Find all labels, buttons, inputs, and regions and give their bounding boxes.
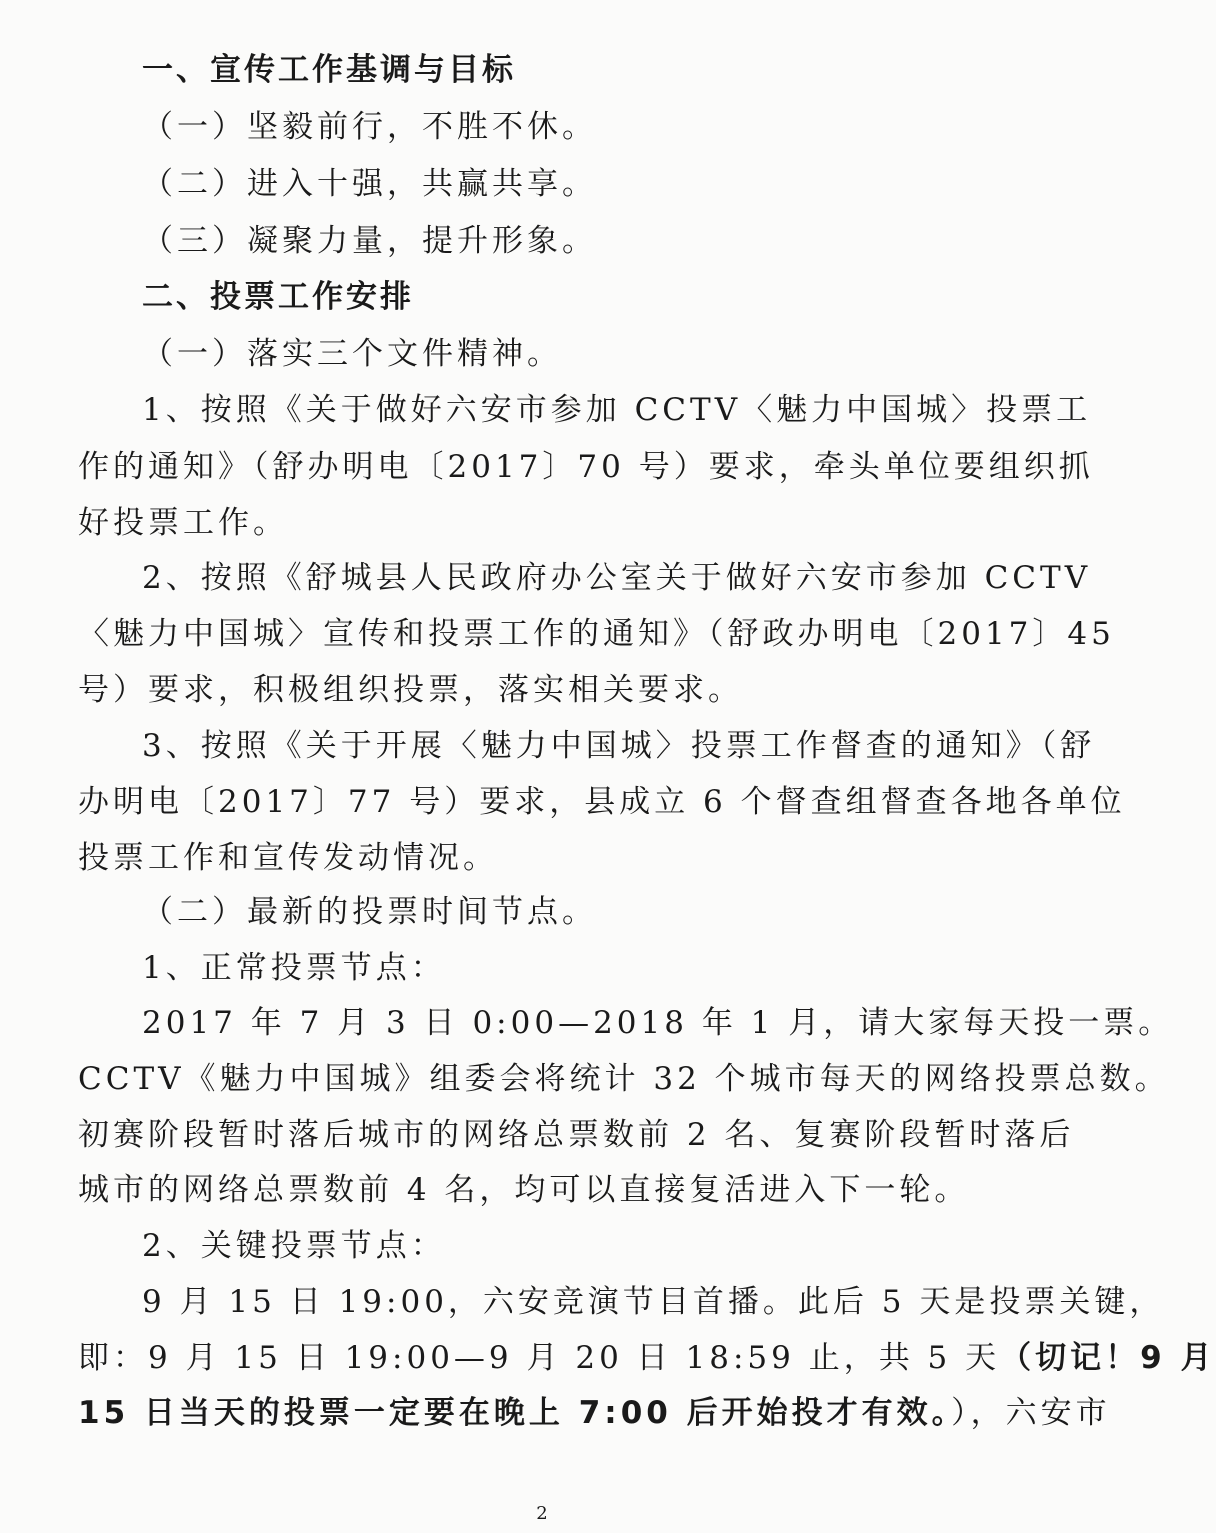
sub1-p3-line2: 办明电〔2017〕77 号）要求，县成立 6 个督查组督查各地各单位 bbox=[78, 784, 1126, 820]
sub1-p2-line2: 〈魅力中国城〉宣传和投票工作的通知》（舒政办明电〔2017〕45 bbox=[78, 616, 1115, 652]
normal-vote-line1: 2017 年 7 月 3 日 0:00—2018 年 1 月，请大家每天投一票。 bbox=[142, 1005, 1174, 1041]
key-vote-line2-normal: 即：9 月 15 日 19:00—9 月 20 日 18:59 止，共 5 天 bbox=[78, 1340, 1001, 1376]
sub1-p3-line1: 3、按照《关于开展〈魅力中国城〉投票工作督查的通知》（舒 bbox=[142, 728, 1096, 764]
key-vote-line2 bbox=[78, 1338, 1216, 1378]
key-vote-line1: 9 月 15 日 19:00，六安竞演节目首播。此后 5 天是投票关键， bbox=[142, 1284, 1165, 1320]
key-vote-line3 bbox=[78, 1393, 1111, 1433]
section1-item-2: （二）进入十强，共赢共享。 bbox=[142, 166, 597, 202]
sub1-p3-line3: 投票工作和宣传发动情况。 bbox=[78, 840, 498, 876]
normal-vote-line2: CCTV《魅力中国城》组委会将统计 32 个城市每天的网络投票总数。 bbox=[78, 1061, 1170, 1097]
normal-vote-line4: 城市的网络总票数前 4 名，均可以直接复活进入下一轮。 bbox=[78, 1172, 970, 1208]
key-vote-line3-bold: 15 日当天的投票一定要在晚上 7:00 后开始投才有效。 bbox=[78, 1395, 952, 1431]
sub1-p2-line3: 号）要求，积极组织投票，落实相关要求。 bbox=[78, 672, 743, 708]
section1-item-1: （一）坚毅前行，不胜不休。 bbox=[142, 109, 597, 145]
section2-title: 二、投票工作安排 bbox=[142, 279, 414, 315]
normal-vote-line3: 初赛阶段暂时落后城市的网络总票数前 2 名、复赛阶段暂时落后 bbox=[78, 1117, 1075, 1153]
key-vote-title: 2、关键投票节点： bbox=[142, 1228, 446, 1264]
sub1-p1-line2: 作的通知》（舒办明电〔2017〕70 号）要求，牵头单位要组织抓 bbox=[78, 449, 1094, 485]
sub1-p2-line1: 2、按照《舒城县人民政府办公室关于做好六安市参加 CCTV bbox=[142, 560, 1092, 596]
sub1-p1-line1: 1、按照《关于做好六安市参加 CCTV〈魅力中国城〉投票工 bbox=[142, 392, 1092, 428]
section2-sub1-title: （一）落实三个文件精神。 bbox=[142, 336, 562, 372]
section2-sub2-title: （二）最新的投票时间节点。 bbox=[142, 894, 597, 930]
normal-vote-title: 1、正常投票节点： bbox=[142, 950, 446, 986]
sub1-p1-line3: 好投票工作。 bbox=[78, 505, 288, 541]
page-number: 2 bbox=[536, 1503, 548, 1524]
key-vote-line2-bold: （切记！9 月 bbox=[1000, 1340, 1216, 1376]
key-vote-line3-normal: ），六安市 bbox=[951, 1395, 1111, 1431]
section1-item-3: （三）凝聚力量，提升形象。 bbox=[142, 223, 597, 259]
section1-title: 一、宣传工作基调与目标 bbox=[142, 52, 516, 88]
